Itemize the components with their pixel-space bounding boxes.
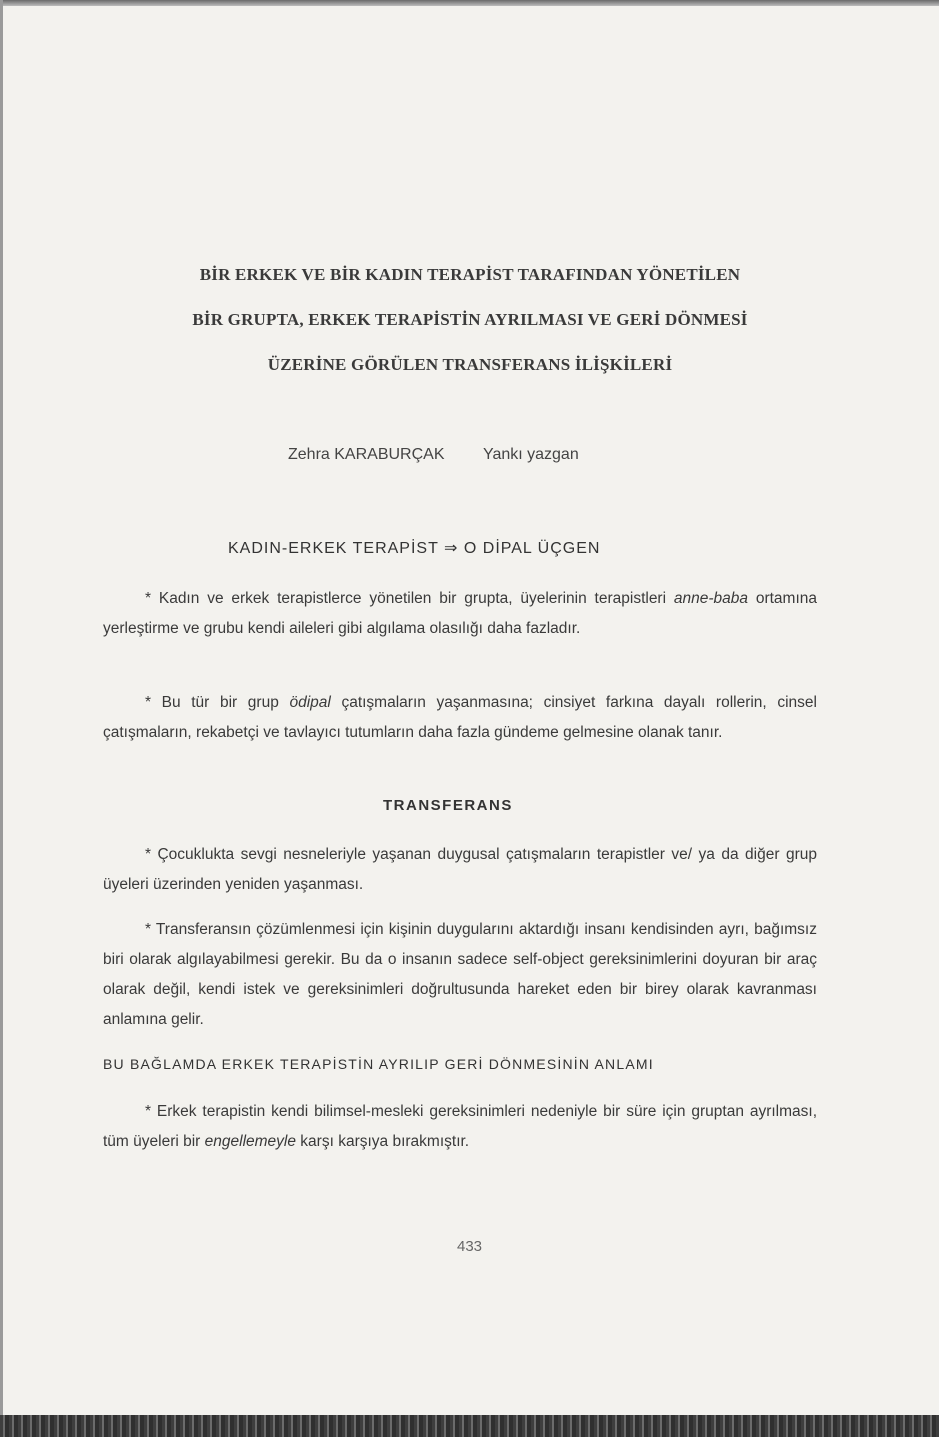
- paragraph-1-pre: * Kadın ve erkek terapistlerce yönetilen bir grupta, üyelerinin terapistleri: [145, 590, 674, 607]
- scan-top-edge: [0, 0, 939, 6]
- section-heading-oedipal: KADIN-ERKEK TERAPİST ⇒ O DİPAL ÜÇGEN: [228, 540, 601, 557]
- title-line-1: BİR ERKEK VE BİR KADIN TERAPİST TARAFINDAN YÖNETİLEN: [199, 265, 741, 284]
- paragraph-2-emphasis: ödipal: [289, 694, 331, 711]
- paragraph-3: * Çocuklukta sevgi nesneleriyle yaşanan duygusal çatışmaların terapistler ve/ ya da diğer grup üyeleri üzerinden yeniden yaşanması.: [103, 846, 817, 893]
- scan-left-edge: [0, 0, 3, 1437]
- paragraph-5: [103, 1097, 817, 1157]
- scan-bottom-edge: [0, 1415, 939, 1437]
- authors: [288, 446, 579, 464]
- title-line-2: BİR GRUPTA, ERKEK TERAPİSTİN AYRILMASI VE GERİ DÖNMESİ: [192, 310, 748, 329]
- paragraph-4: * Transferansın çözümlenmesi için kişinin duygularını aktardığı insanı kendisinden ayrı, bağımsız biri olarak algılayabilmesi gerekir. Bu da o insanın sadece self-object gereksinimlerini doyuran bir araç olarak değil, kendi istek ve gereksinimleri doğrultusunda hareket eden bir birey olarak kavranması anlamına gelir.: [103, 921, 817, 1028]
- page-number: 433: [456, 1238, 483, 1255]
- paragraph-1: [103, 584, 817, 644]
- paragraph-5-pre: * Erkek terapistin kendi bilimsel-mesleki gereksinimleri nedeniyle bir süre için gruptan ayrılması, tüm üyeleri bir: [103, 1103, 817, 1150]
- paragraph-2: [103, 688, 817, 748]
- page-title: [60, 252, 880, 387]
- section-heading-meaning: BU BAĞLAMDA ERKEK TERAPİSTİN AYRILIP GERİ DÖNMESİNİN ANLAMI: [103, 1056, 654, 1072]
- paragraph-5-post: karşı karşıya bırakmıştır.: [296, 1133, 470, 1150]
- paragraph-1-emphasis: anne-baba: [673, 590, 748, 607]
- paragraph-1-post: ortamına yerleştirme ve grubu kendi aileleri gibi algılama olasılığı daha fazladır.: [103, 590, 817, 637]
- section-heading-transference: TRANSFERANS: [383, 797, 513, 814]
- paragraph-2-pre: * Bu tür bir grup: [145, 694, 290, 711]
- paragraph-5-emphasis: engellemeyle: [204, 1133, 296, 1150]
- author-1: Zehra KARABURÇAK: [288, 446, 445, 463]
- paragraph-2-post: çatışmaların yaşanmasına; cinsiyet farkına dayalı rollerin, cinsel çatışmaların, rekabetçi ve tavlayıcı tutumların daha fazla gündeme gelmesine olanak tanır.: [103, 694, 817, 741]
- title-line-3: ÜZERİNE GÖRÜLEN TRANSFERANS İLİŞKİLERİ: [267, 355, 673, 374]
- author-2: Yankı yazgan: [482, 446, 579, 463]
